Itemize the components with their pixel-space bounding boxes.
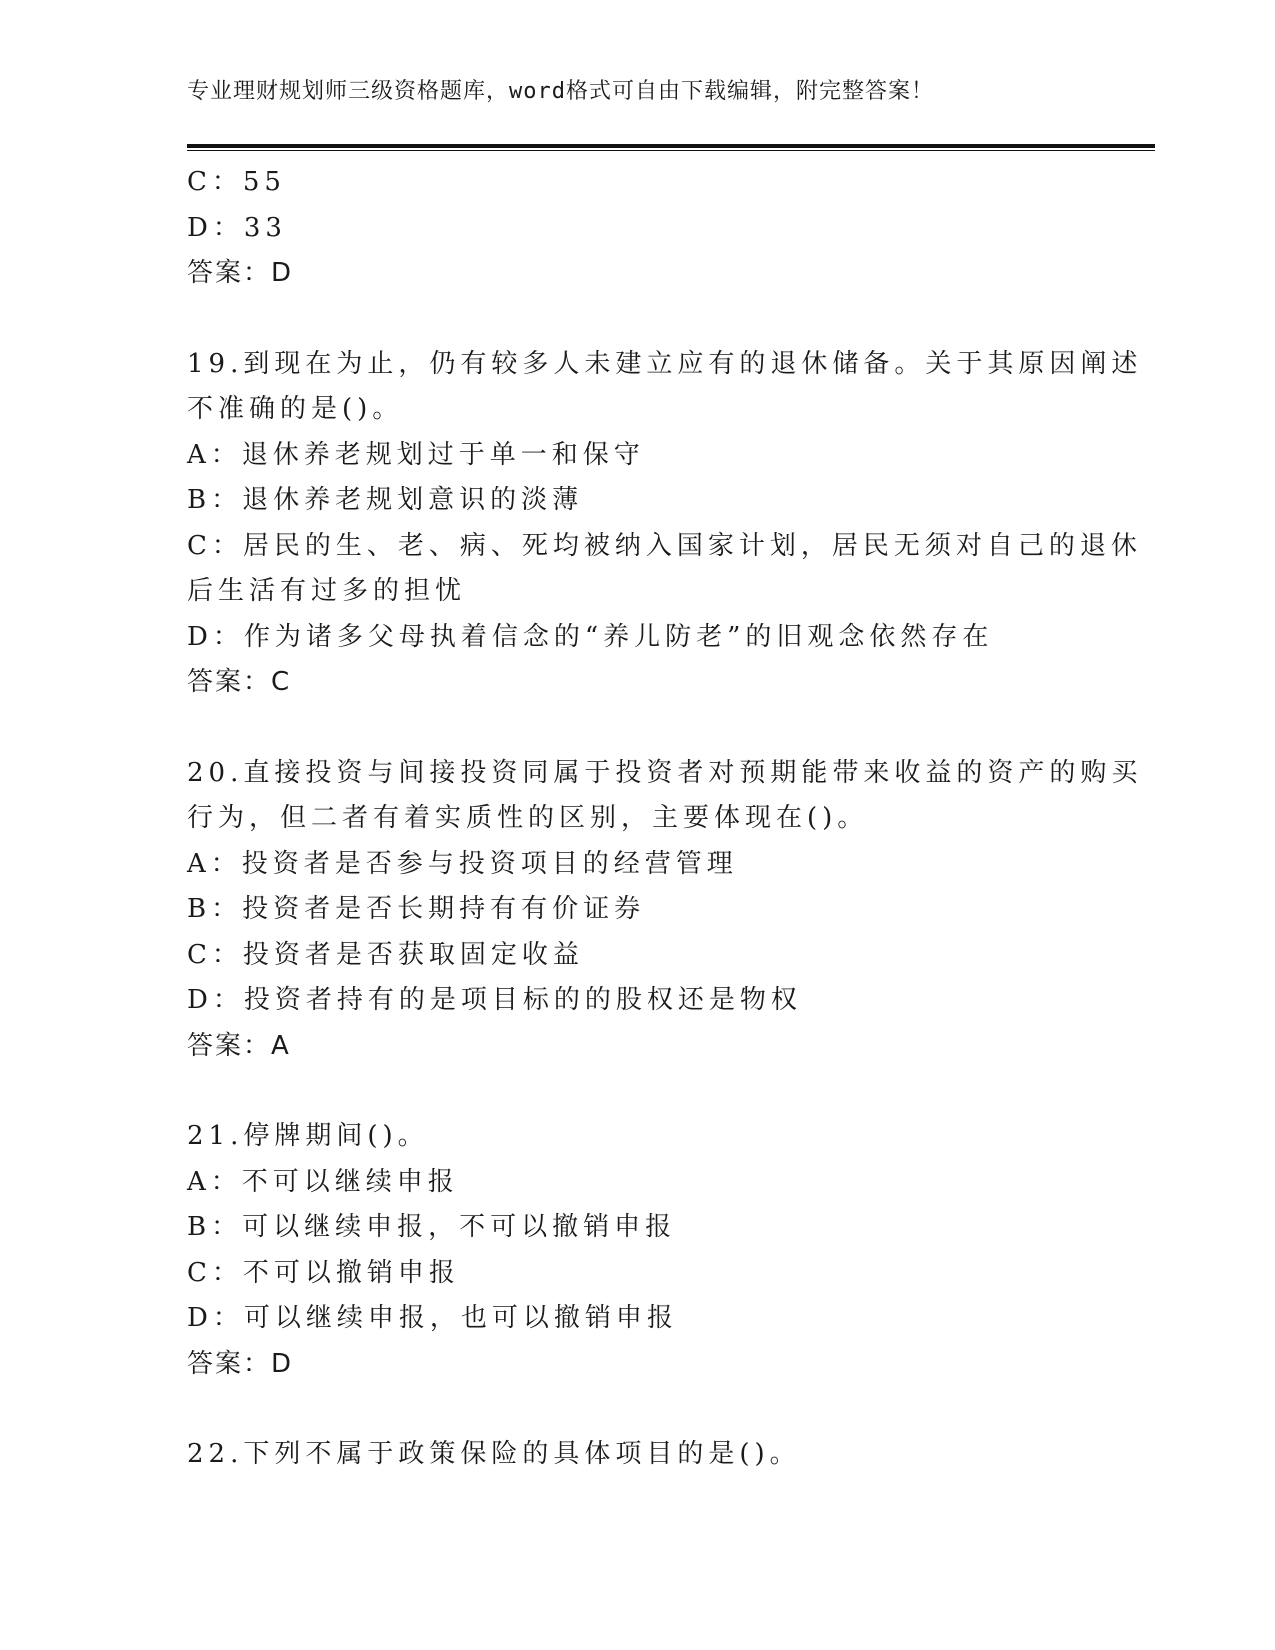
option-line: C：居民的生、老、病、死均被纳入国家计划，居民无须对自己的退休	[187, 530, 1142, 561]
answer-line: 答案：C	[187, 667, 292, 697]
answer-line: 答案：D	[187, 258, 294, 288]
question-stem: 20.直接投资与间接投资同属于投资者对预期能带来收益的资产的购买	[187, 757, 1143, 788]
question-20	[187, 751, 1143, 1070]
option-line: D：投资者持有的是项目标的的股权还是物权	[187, 985, 802, 1015]
question-stem: 22.下列不属于政策保险的具体项目的是()。	[187, 1439, 801, 1469]
page-header: 专业理财规划师三级资格题库，word格式可自由下载编辑，附完整答案！	[187, 79, 934, 104]
question-stem: 21.停牌期间()。	[187, 1121, 429, 1151]
question-22	[187, 1432, 1087, 1478]
option-line: B：可以继续申报，不可以撤销申报	[187, 1212, 677, 1242]
header-rule-thin	[187, 150, 1155, 151]
option-line: D：33	[187, 212, 287, 243]
option-line: 后生活有过多的担忧	[187, 576, 467, 606]
question-stem: 19.到现在为止，仍有较多人未建立应有的退休储备。关于其原因阐述	[187, 348, 1143, 379]
option-line: C：投资者是否获取固定收益	[187, 939, 584, 970]
option-line: C：55	[187, 167, 286, 197]
option-line: D：作为诸多父母执着信念的“养儿防老”的旧观念依然存在	[187, 621, 994, 652]
question-19	[187, 342, 1143, 706]
carryover-block	[187, 160, 1087, 297]
option-line: D：可以继续申报，也可以撤销申报	[187, 1303, 678, 1333]
option-line: C：不可以撤销申报	[187, 1257, 460, 1288]
question-21	[187, 1114, 1087, 1387]
question-stem: 行为，但二者有着实质性的区别，主要体现在()。	[187, 803, 869, 833]
option-line: A：不可以继续申报	[187, 1166, 459, 1197]
option-line: B：投资者是否长期持有有价证券	[187, 894, 646, 924]
option-line: A：退休养老规划过于单一和保守	[187, 439, 645, 470]
header-rule-thick	[187, 144, 1155, 148]
option-line: A：投资者是否参与投资项目的经营管理	[187, 848, 738, 879]
question-stem: 不准确的是()。	[187, 394, 404, 424]
option-line: B：退休养老规划意识的淡薄	[187, 485, 584, 515]
answer-line: 答案：A	[187, 1030, 291, 1061]
answer-line: 答案：D	[187, 1348, 294, 1379]
question-content	[187, 160, 1143, 1478]
